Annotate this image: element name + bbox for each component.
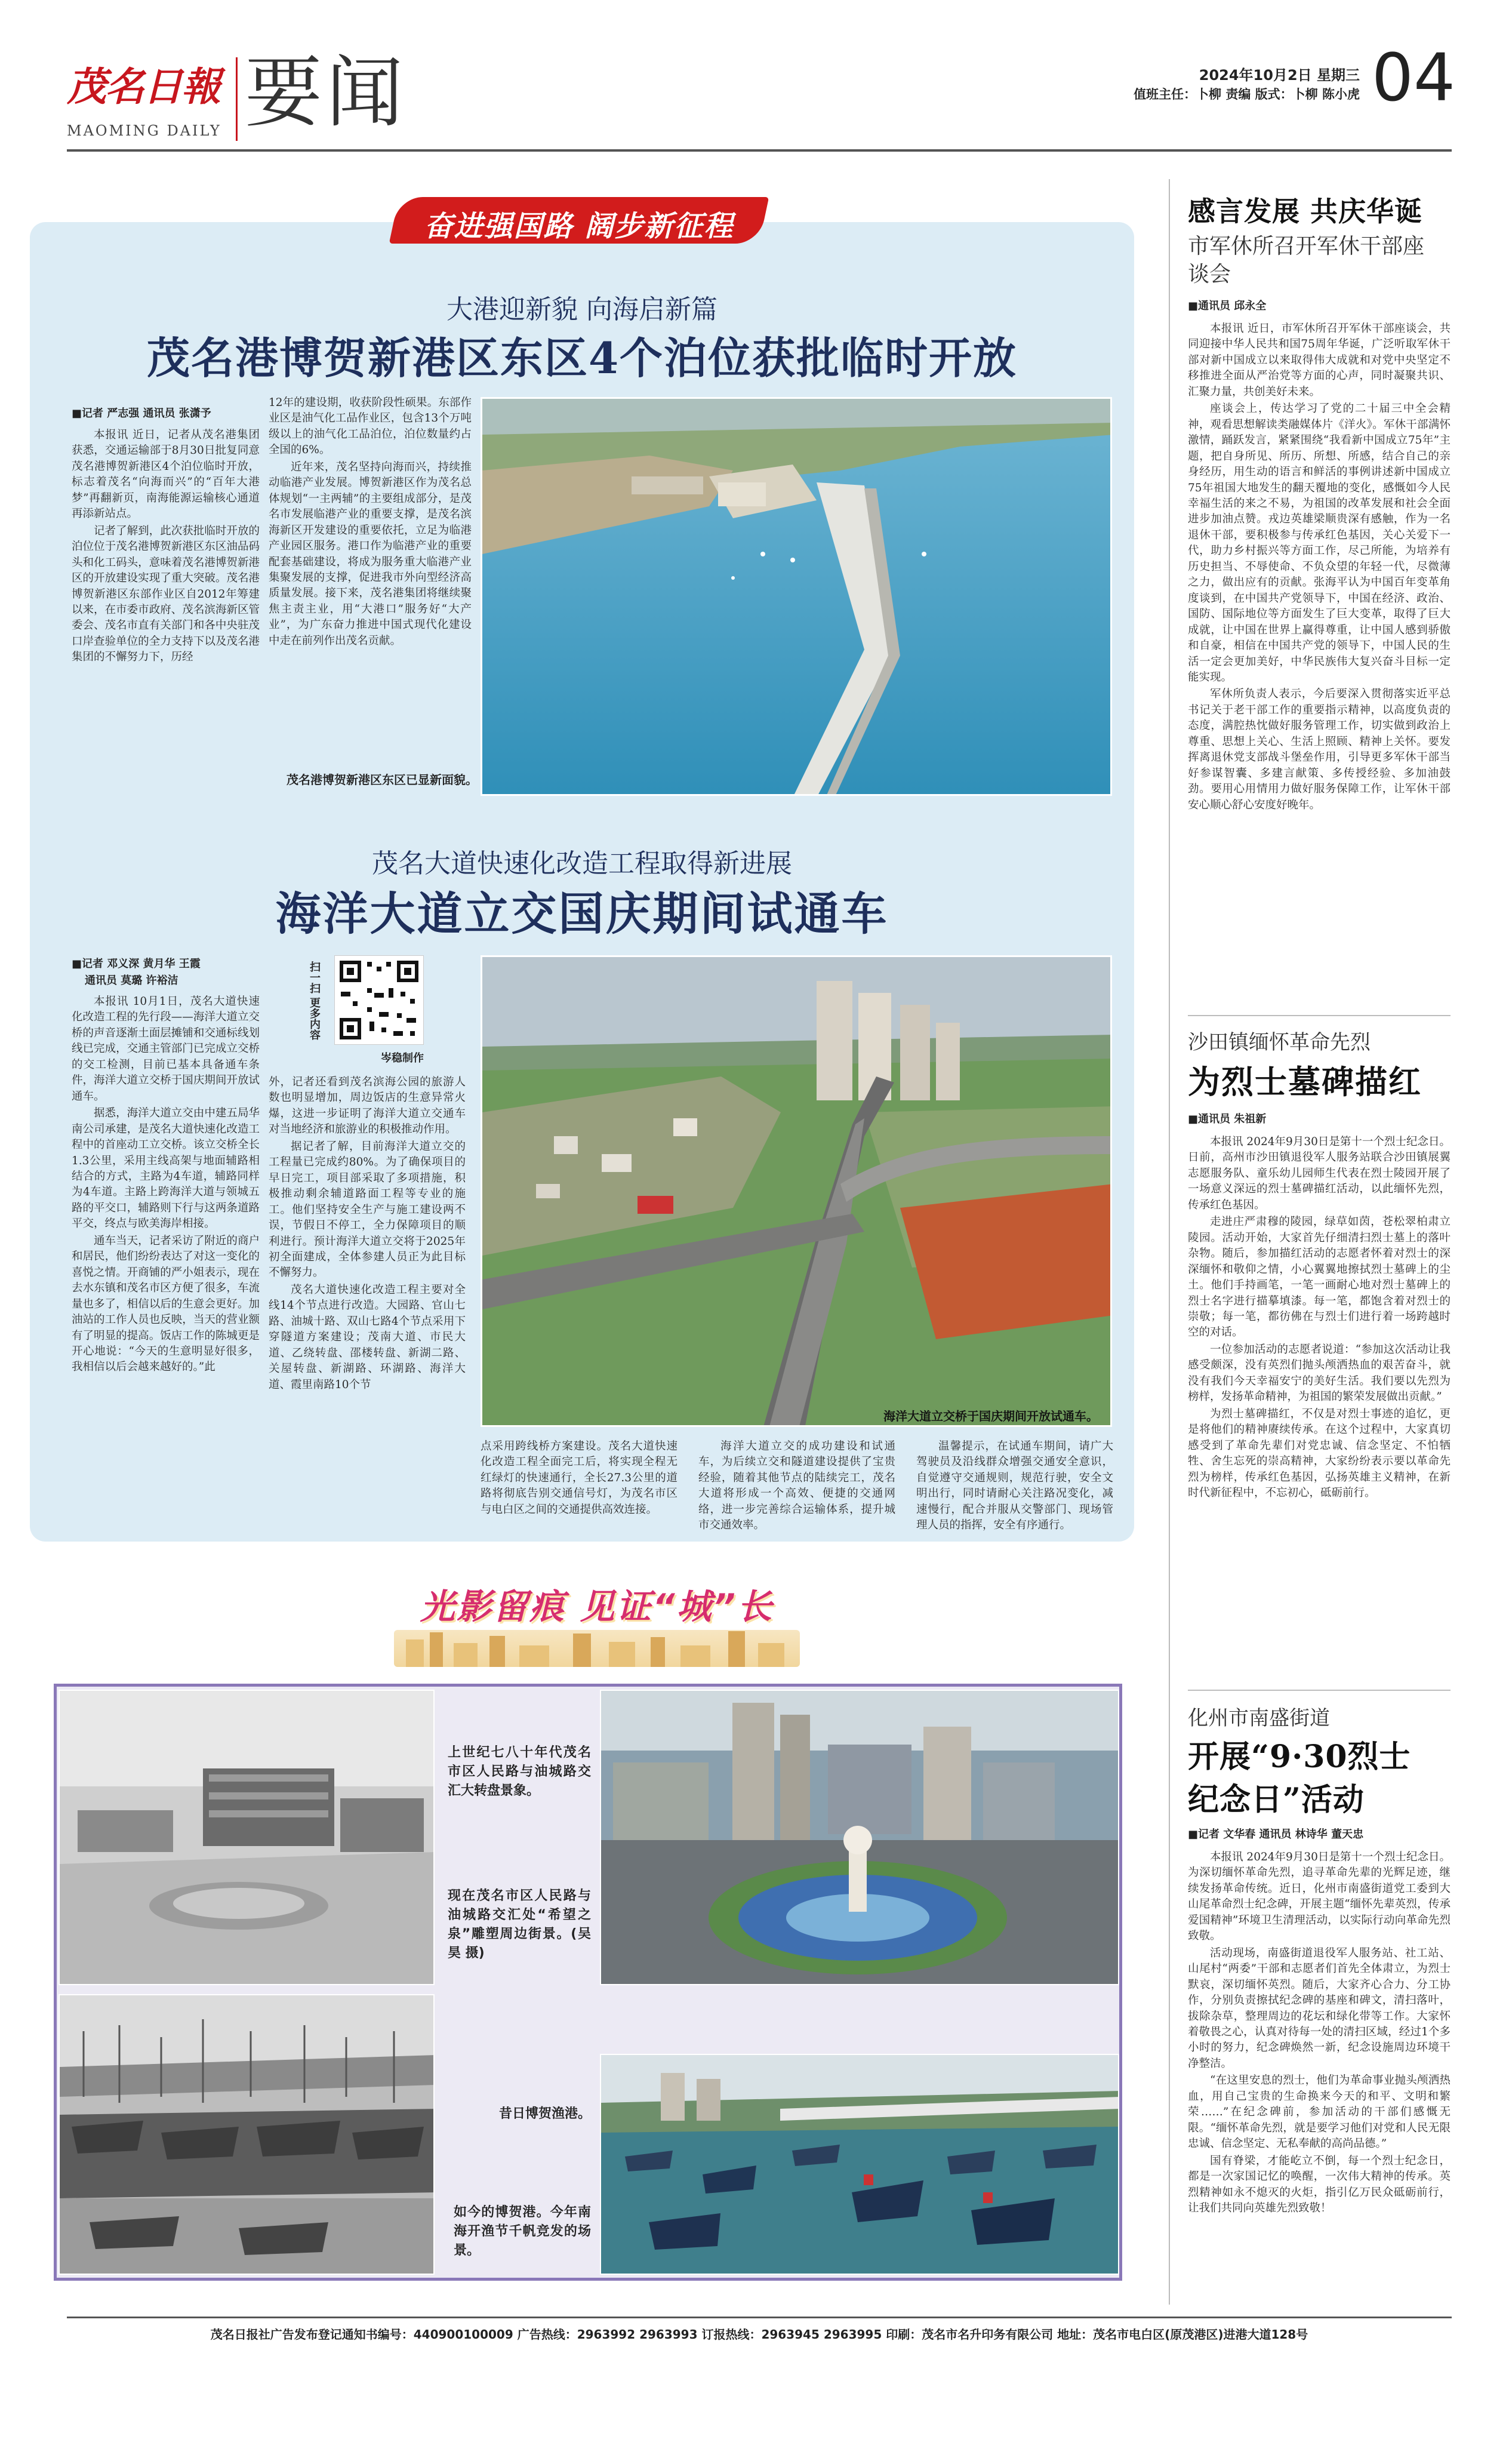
gallery-banner xyxy=(358,1570,836,1672)
article2-byline2: 通讯员 莫璐 许裕洁 xyxy=(85,974,178,987)
new-roundabout-photo xyxy=(600,1690,1119,1985)
article2-col2-p1: 外，记者还看到茂名滨海公园的旅游人数也明显增加，周边饭店的生意异常火爆，这进一步证明了海洋大道立交通车对当地经济和旅游业的积极推动作用。 xyxy=(269,1076,466,1136)
right3-title-line2: 纪念日”活动 xyxy=(1188,1782,1365,1818)
old-roundabout-image xyxy=(60,1691,435,1985)
logo-divider xyxy=(236,57,238,141)
right-divider-2 xyxy=(1188,1690,1451,1691)
article2-col1-p2: 据悉，海洋大道立交由中建五局华南公司承建，是茂名大道快速化改造工程中的首座动工立交桥。该立交桥全长1.3公里，采用主线高架与地面辅路相结合的方式，主路为4车道，辅路同样为4车道。主路上跨海洋大道与领城五路的平交口，辅路则下行与这两条道路平交，终点与欧美海岸相接。 xyxy=(72,1107,260,1231)
right3-title-line1: 开展“9·30烈士 xyxy=(1188,1739,1411,1775)
article2-col3: 点采用跨线桥方案建设。茂名大道快速化改造工程全面完工后，将实现全程无红绿灯的快速通行，全长27.3公里的道路将彻底告别交通信号灯，为茂名市区与电白区之间的交通提供高效连接。 xyxy=(481,1440,677,1516)
page-number: 04 xyxy=(1372,39,1455,116)
gallery-banner-title: 光影留痕 见证“城”长 xyxy=(420,1586,774,1627)
new-harbor-image xyxy=(601,2055,1119,2275)
gallery-caption-3: 昔日博贺渔港。 xyxy=(498,2106,591,2121)
right1-p2: 座谈会上，传达学习了党的二十届三中全会精神，观看思想解读类融媒体片《洋火》。军休干部满怀激情，踊跃发言，紧紧围绕“我看新中国成立75年”主题，把自身所见、所历、所想、所感，结合自己的亲身经历，用生动的语言和鲜活的事例讲述新中国成立75年祖国大地发生的翻天覆地的变化，感慨如今人民幸福生活的来之不易，为祖国的改革发展和社会全面进步加油点赞。戎边英雄梁顺贵深有感触，作为一名退休干部，要积极参与传承红色基因，关心关爱下一代，助力乡村振兴等方面工作，尽己所能，为培养有历史担当、不辱使命、不负众望的年轻一代，尽微薄之力，做出应有的贡献。张海平认为中国百年变革角度谈到，在中国共产党领导下，中国在经济、政治、国防、国际地位等方面发生了巨大变革，取得了巨大成就，让中国在世界上赢得尊重，让中国人感到骄傲和自豪，相信在中国共产党的领导下，中国人民的生活一定会更加美好，中华民族伟大复兴奋斗目标一定能实现。 xyxy=(1188,402,1451,684)
masthead-logo xyxy=(67,60,234,113)
right2-kicker: 沙田镇缅怀革命先烈 xyxy=(1188,1030,1371,1054)
right1-subtitle: 市军休所召开军休干部座谈会 xyxy=(1188,234,1425,287)
article1-col2-p2: 近年来，茂名坚持向海而兴，持续推动临港产业发展。博贺新港区作为茂名总体规划“一主两辅”的主要组成部分，是茂名市发展临港产业的重要支撑，是茂名滨海新区开发建设的重要依托，立足为临港产业园区服务。港口作为临港产业的重要配套基础建设，将成为服务重大临港产业集聚发展的支撑，促进我市外向型经济高质量发展。接下来，茂名港集团将继续聚焦主责主业，用“大港口”服务好“大产业”，为广东奋力推进中国式现代化建设中走在前列作出茂名贡献。 xyxy=(269,460,472,647)
article2-byline1: ■记者 邓义深 黄月华 王霞 xyxy=(72,958,201,970)
right3-p4: 国有脊梁，才能屹立不倒，每一个烈士纪念日，都是一次家国记忆的唤醒，一次伟大精神的传承。英烈精神如永不熄灭的火炬，指引亿万民众砥砺前行，让我们共同向英雄先烈致敬！ xyxy=(1188,2154,1451,2214)
theme-banner xyxy=(370,190,788,252)
right3-p2: 活动现场，南盛街道退役军人服务站、社工站、山尾村“两委”干部和志愿者们首先全体肃立，为烈士默哀，深切缅怀英烈。随后，大家齐心合力、分工协作，分别负责擦拭纪念碑的基座和碑文，清扫落叶，拔除杂草，整理周边的花坛和绿化带等工作。大家怀着敬畏之心，认真对待每一处的清扫区域，经过1个多小时的努力，纪念碑焕然一新，纪念设施周边环境干净整洁。 xyxy=(1188,1946,1451,2070)
old-harbor-photo xyxy=(58,1994,435,2275)
right1-p1: 本报讯 近日，市军休所召开军休干部座谈会，共同迎接中华人民共和国75周年华诞，广泛听取军休干部对新中国成立以来取得伟大成就和对党中央坚定不移推进全面从严治党等方面的心声，同时凝聚共识、汇聚力量，共创美好未来。 xyxy=(1188,322,1451,398)
port-aerial-image xyxy=(482,399,1112,796)
right1-title: 感言发展 共庆华诞 xyxy=(1188,195,1423,227)
article2-col4: 海洋大道立交的成功建设和试通车，为后续立交和隧道建设提供了宝贵经验，随着其他节点的陆续完工，茂名大道将形成一个高效、便捷的交通网络，进一步完善综合运输体系，提升城市交通效率。 xyxy=(698,1440,895,1532)
article1-title: 茂名港博贺新港区东区4个泊位获批临时开放 xyxy=(146,333,1018,383)
article2-col5: 温馨提示，在试通车期间，请广大驾驶员及沿线群众增强交通安全意识，自觉遵守交通规则，规范行驶，安全文明出行，同时请耐心关注路况变化，减速慢行，配合并服从交警部门、现场管理人员的指挥，安全有序通行。 xyxy=(916,1440,1113,1532)
article2-photo-caption: 海洋大道立交桥于国庆期间开放试通车。 xyxy=(883,1409,1098,1423)
article1-col1 xyxy=(72,427,260,798)
right2-body xyxy=(1188,1134,1451,1672)
article2-kicker: 茂名大道快速化改造工程取得新进展 xyxy=(372,848,792,879)
right2-byline: ■通讯员 朱祖新 xyxy=(1188,1113,1267,1125)
right2-p4: 为烈士墓碑描红，不仅是对烈士事迹的追忆，更是将他们的精神赓续传承。在这个过程中，大家真切感受到了革命先辈们对党忠诚、信念坚定、不怕牺牲、舍生忘死的崇高精神，大家纷纷表示要以革命先烈为榜样，传承红色基因，弘扬英雄主义精神，在新时代新征程中，不忘初心，砥砺前行。 xyxy=(1188,1407,1451,1499)
old-harbor-image xyxy=(60,1995,435,2275)
article2-col1-p1: 本报讯 10月1日，茂名大道快速化改造工程的先行段——海洋大道立交桥的声音逐渐土面层摊铺和交通标线划线已完成，交通主管部门已完成立交桥的交工检测，目前已基本具备通车条件，海洋大道立交桥于国庆期间开放试通车。 xyxy=(72,995,260,1103)
article2-col1 xyxy=(72,994,260,1531)
theme-banner-text: 奋进强国路 阔步新征程 xyxy=(424,210,734,243)
right3-p1: 本报讯 2024年9月30日是第十一个烈士纪念日。为深切缅怀革命先烈，追寻革命先辈的光辉足迹，继续发扬革命传统。近日，化州市南盛街道党工委到大山尾革命烈士纪念碑，开展主题“缅怀先辈英烈，传承爱国精神”环境卫生清理活动，以实际行动向革命先烈致敬。 xyxy=(1188,1851,1451,1943)
qr-code[interactable] xyxy=(334,955,424,1045)
footer-text: 茂名日报社广告发布登记通知书编号：440900100009 广告热线：2963992 2963993 订报热线：2963945 2963995 印刷：茂名市名升印务有限公司 地址：茂名市电白区(原茂港区)进港大道128号 xyxy=(210,2327,1308,2342)
right1-p3: 军休所负责人表示，今后要深入贯彻落实近平总书记关于老干部工作的重要指示精神，以高度负责的态度，满腔热忱做好服务管理工作，切实做到政治上尊重、思想上关心、生活上照顾、精神上关怀。要发挥离退休党支部战斗堡垒作用，引导更多军休干部当好参谋智囊、多建言献策、多传授经验、多加油鼓劲。要用心用情用力做好服务保障工作，让军休干部安心顺心舒心安度好晚年。 xyxy=(1188,688,1451,811)
right2-p2: 走进庄严肃穆的陵园，绿草如茵，苍松翠柏肃立陵园。活动开始，大家首先仔细清扫烈士墓上的落叶杂物。随后，参加描红活动的志愿者怀着对烈士的深深缅怀和敬仰之情，小心翼翼地擦拭烈士墓碑上的尘土。他们手持画笔，一笔一画耐心地对烈士墓碑上的烈士名字进行描摹填漆。每一笔，都饱含着对烈士的崇敬；每一笔，都彷佛在与烈士们进行着一场跨越时空的对话。 xyxy=(1188,1216,1451,1339)
interchange-aerial-image xyxy=(482,957,1112,1427)
logo-text: 茂名日報 xyxy=(67,63,220,110)
article1-col1-p2: 记者了解到，此次获批临时开放的泊位位于茂名港博贺新港区东区油品码头和化工码头，意味着茂名港博贺新港区的开放建设实现了重大突破。茂名港博贺新港区东部作业区自2012年筹建以来，在市委市政府、茂名滨海新区管委会、茂名市直有关部门和各中央驻茂口岸查验单位的全力支持下以及茂名港集团的不懈努力下，历经 xyxy=(72,524,260,664)
article2-title: 海洋大道立交国庆期间试通车 xyxy=(275,887,889,940)
old-roundabout-photo xyxy=(58,1690,435,1985)
new-roundabout-image xyxy=(601,1691,1119,1985)
qr-credit: 岑稳制作 xyxy=(381,1052,424,1065)
interchange-aerial-photo xyxy=(481,955,1112,1427)
port-aerial-photo xyxy=(481,397,1112,796)
article2-col2 xyxy=(269,1075,466,1528)
masthead xyxy=(0,0,1509,149)
masthead-rule xyxy=(67,149,1452,152)
skyline-icon xyxy=(394,1628,800,1667)
article1-col2 xyxy=(269,395,472,801)
qr-text: 扫一扫 更多内容 xyxy=(308,961,321,1041)
right1-body xyxy=(1188,321,1451,996)
gallery-caption-4: 如今的博贺港。今年南海开渔节千帆竞发的场景。 xyxy=(454,2205,591,2258)
issue-date: 2024年10月2日 星期三 xyxy=(1199,67,1360,84)
section-title: 要闻 xyxy=(245,47,408,138)
right3-byline: ■记者 文华春 通讯员 林诗华 董天忠 xyxy=(1188,1828,1364,1841)
article2-col2-p3: 茂名大道快速化改造工程主要对全线14个节点进行改造。大园路、官山七路、油城十路、双山七路4个节点采用下穿隧道方案建设；茂南大道、市民大道、乙绕转盘、邵楼转盘、新湖二路、关屋转盘、新湖路、环湖路、海洋大道、霞里南路10个节 xyxy=(269,1283,466,1391)
right2-p3: 一位参加活动的志愿者说道：“参加这次活动让我感受颇深，没有英烈们抛头颅洒热血的艰苦奋斗，就没有我们今天幸福安宁的美好生活。我们要以先烈为榜样，发扬革命精神，为祖国的繁荣发展做出贡献。” xyxy=(1188,1343,1451,1404)
right1-byline: ■通讯员 邱永全 xyxy=(1188,300,1267,312)
right-column-divider xyxy=(1169,179,1170,2305)
gallery-caption-2: 现在茂名市区人民路与油城路交汇处“希望之泉”雕塑周边街景。(吴昊 摄) xyxy=(448,1888,591,1961)
article2-col2-p2: 据记者了解，目前海洋大道立交的工程量已完成约80%。为了确保项目的早日完工，项目部采取了多项措施，积极推动剩余辅道路面工程等专业的施工。他们坚持安全生产与施工建设两不误，节假日不停工，全力保障项目的顺利进行。预计海洋大道立交将于2025年初全面建成，全体参建人员正为此目标不懈努力。 xyxy=(269,1140,466,1279)
editors-line: 值班主任：卜柳 责编 版式：卜柳 陈小虎 xyxy=(1134,87,1360,101)
article1-photo-caption: 茂名港博贺新港区东区已显新面貌。 xyxy=(287,773,478,787)
right3-body xyxy=(1188,1850,1451,2291)
article1-col1-p1: 本报讯 近日，记者从茂名港集团获悉，交通运输部于8月30日批复同意茂名港博贺新港区4个泊位临时开放，标志着茂名“向海而兴”的“百年大港梦”再翻新页，南海能源运输核心通道再添新站点。 xyxy=(72,429,260,521)
article1-byline: ■记者 严志强 通讯员 张潇予 xyxy=(72,407,211,420)
right3-kicker: 化州市南盛街道 xyxy=(1188,1706,1330,1730)
footer-rule xyxy=(67,2317,1452,2318)
article1-col2-p1: 12年的建设期，收获阶段性硕果。东部作业区是油气化工品作业区，包含13个万吨级以上的油气化工品泊位，泊位数量约占全国的6%。 xyxy=(269,396,472,457)
article2-col1-p3: 通车当天，记者采访了附近的商户和居民，他们纷纷表达了对这一变化的喜悦之情。开商铺的严小姐表示，现在去水东镇和茂名市区方便了很多，车流量也多了，相信以后的生意会更好。加油站的工作人员也反映，当天的营业额有了明显的提高。饭店工作的陈城更是开心地说：“今天的生意明显好很多，我相信以后会越来越好的。”此 xyxy=(72,1234,260,1374)
right3-p3: “在这里安息的烈士，他们为革命事业抛头颅洒热血，用自己宝贵的生命换来今天的和平、文明和繁荣……”在纪念碑前，参加活动的干部们感慨无限。“缅怀革命先烈，就是要学习他们对党和人民无限忠诚、信念坚定、无私奉献的高尚品德。” xyxy=(1188,2074,1451,2151)
right-divider-1 xyxy=(1188,1015,1451,1016)
logo-english: MAOMING DAILY xyxy=(67,122,221,139)
right2-title: 为烈士墓碑描红 xyxy=(1188,1063,1422,1101)
new-harbor-photo xyxy=(600,2054,1119,2275)
right2-p1: 本报讯 2024年9月30日是第十一个烈士纪念日。日前，高州市沙田镇退役军人服务站联合沙田镇展翼志愿服务队、童乐幼儿园师生代表在烈士陵园开展了一场意义深远的烈士墓碑描红活动，以此缅怀先烈，传承红色基因。 xyxy=(1188,1136,1451,1211)
gallery-caption-1: 上世纪七八十年代茂名市区人民路与油城路交汇大转盘景象。 xyxy=(448,1745,591,1798)
qr-code-icon xyxy=(335,956,423,1044)
article1-kicker: 大港迎新貌 向海启新篇 xyxy=(446,294,717,325)
